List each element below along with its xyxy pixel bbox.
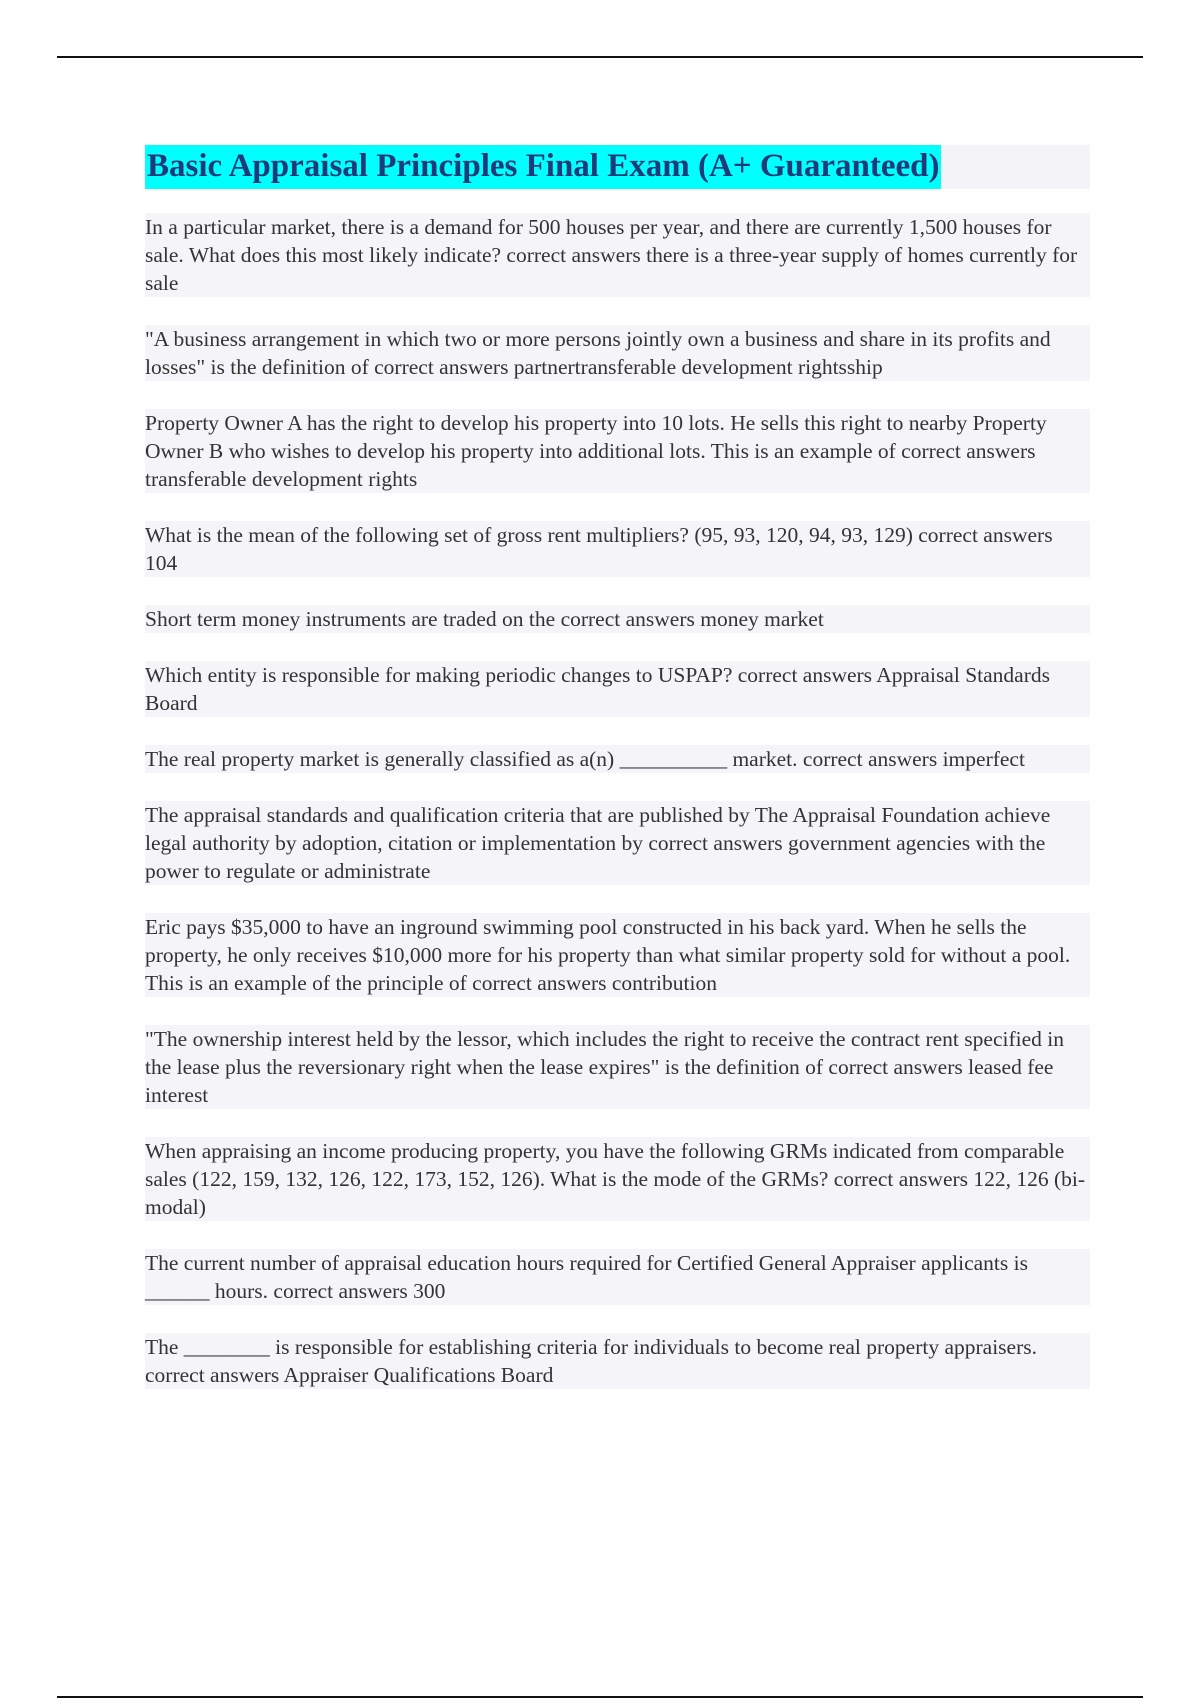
question-answer-item: The current number of appraisal education hours required for Certified General Appraiser applicants is ______ hours. correct answers 300	[145, 1249, 1090, 1305]
bottom-rule	[57, 1696, 1143, 1698]
question-list	[145, 213, 1090, 1389]
question-answer-item: In a particular market, there is a demand for 500 houses per year, and there are currently 1,500 houses for sale. What does this most likely indicate? correct answers there is a three-year supply of homes currently for sale	[145, 213, 1090, 297]
question-answer-item: When appraising an income producing property, you have the following GRMs indicated from comparable sales (122, 159, 132, 126, 122, 173, 152, 126). What is the mode of the GRMs? correct answers 122, 126 (bi-modal)	[145, 1137, 1090, 1221]
question-answer-item: Eric pays $35,000 to have an inground swimming pool constructed in his back yard. When he sells the property, he only receives $10,000 more for his property than what similar property sold for without a pool. This is an example of the principle of correct answers contribution	[145, 913, 1090, 997]
question-answer-item: What is the mean of the following set of gross rent multipliers? (95, 93, 120, 94, 93, 129) correct answers 104	[145, 521, 1090, 577]
document-body	[145, 145, 1090, 1417]
question-answer-item: Property Owner A has the right to develop his property into 10 lots. He sells this right to nearby Property Owner B who wishes to develop his property into additional lots. This is an example of correct answers transferable development rights	[145, 409, 1090, 493]
question-answer-item: The real property market is generally classified as a(n) __________ market. correct answers imperfect	[145, 745, 1090, 773]
title-band	[145, 145, 1090, 189]
document-title: Basic Appraisal Principles Final Exam (A+ Guaranteed)	[145, 145, 941, 189]
question-answer-item: The ________ is responsible for establishing criteria for individuals to become real property appraisers. correct answers Appraiser Qualifications Board	[145, 1333, 1090, 1389]
question-answer-item: Short term money instruments are traded on the correct answers money market	[145, 605, 1090, 633]
top-rule	[57, 56, 1143, 58]
question-answer-item: The appraisal standards and qualification criteria that are published by The Appraisal Foundation achieve legal authority by adoption, citation or implementation by correct answers government agencies with the power to regulate or administrate	[145, 801, 1090, 885]
question-answer-item: "A business arrangement in which two or more persons jointly own a business and share in its profits and losses" is the definition of correct answers partnertransferable development rightsship	[145, 325, 1090, 381]
question-answer-item: Which entity is responsible for making periodic changes to USPAP? correct answers Appraisal Standards Board	[145, 661, 1090, 717]
question-answer-item: "The ownership interest held by the lessor, which includes the right to receive the contract rent specified in the lease plus the reversionary right when the lease expires" is the definition of correct answers leased fee interest	[145, 1025, 1090, 1109]
